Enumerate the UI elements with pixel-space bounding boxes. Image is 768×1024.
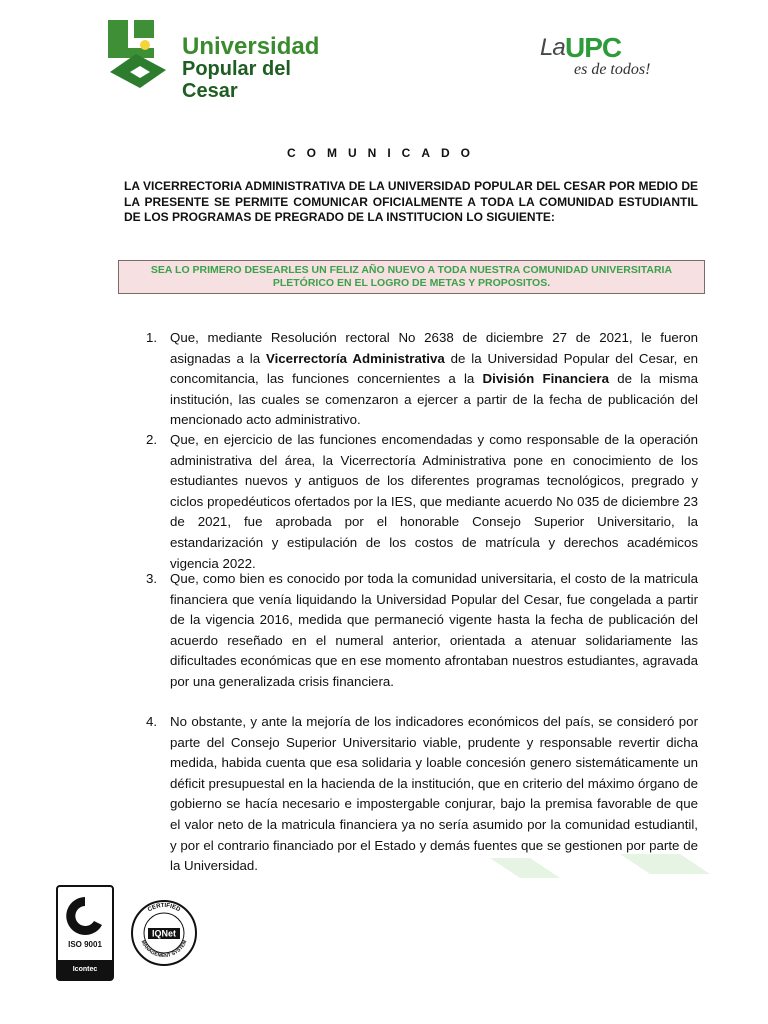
item-number: 3. bbox=[146, 571, 158, 586]
item-text: de la misma institución, las cuales se comenzaron a ejercer a partir de la fecha de publicación del mencionado acto administrativo. bbox=[170, 371, 698, 428]
decorative-shape bbox=[470, 850, 710, 880]
iqnet-ring-bottom-text: MANAGEMENT SYSTEM bbox=[139, 939, 189, 960]
slogan-la: La bbox=[540, 34, 565, 61]
iso-label: ISO 9001 bbox=[68, 940, 102, 949]
slogan-upc: UPC bbox=[565, 32, 622, 63]
university-name: Universidad bbox=[182, 33, 320, 60]
item-body: Que, en ejercicio de las funciones encomendadas y como responsable de la operación administrativa del área, la Vicerrectoría Administrativa pone en conocimiento de los estudiantes nuevos y antiguos de los diferentes programas tecnológicos, pregrado y ciclos propedéuticos ofertados por la IES, que mediante acuerdo No 035 de diciembre 23 de 2021, fue aprobada por el honorable Consejo Superior Universitario, la estandarización y estipulación de los costos de matrícula y derechos académicos vigencia 2022. bbox=[170, 432, 698, 571]
greeting-text: SEA LO PRIMERO DESEARLES UN FELIZ AÑO NUEVO A TODA NUESTRA COMUNIDAD UNIVERSITARIA PLETÓRICO EN EL LOGRO DE METAS Y PROPOSITOS. bbox=[150, 264, 673, 289]
iqnet-certified-logo bbox=[130, 899, 198, 967]
la-upc-slogan-logo bbox=[540, 34, 660, 84]
university-subname: Popular del Cesar bbox=[182, 58, 291, 102]
icontec-label: Icontec bbox=[58, 960, 112, 979]
greeting-box bbox=[118, 260, 705, 294]
item-number: 2. bbox=[146, 432, 158, 447]
item-body: Que, como bien es conocido por toda la comunidad universitaria, el costo de la matricula financiera que venía liquidando la Universidad Popular del Cesar, fue congelada a partir de la vigencia 2016, medida que permaneció vigente hasta la fecha de publicación del acuerdo reseñado en el numeral anterior, orientada a atenuar solidariamente las dificultades económicas que en ese momento afrontaban nuestros estudiantes, agravada por una generalizada crisis financiera. bbox=[170, 571, 698, 689]
item-body bbox=[170, 328, 698, 431]
university-logo bbox=[106, 18, 346, 102]
slogan-tagline: es de todos! bbox=[574, 61, 651, 78]
icontec-icon bbox=[62, 893, 108, 939]
upc-emblem-icon bbox=[106, 18, 178, 94]
item-text: de la Universidad Popular del Cesar, en concomitancia, las funciones concernientes a la bbox=[170, 350, 698, 387]
iqnet-label: IQNet bbox=[151, 928, 177, 939]
item-number: 1. bbox=[146, 330, 158, 345]
intro-paragraph: LA VICERRECTORIA ADMINISTRATIVA DE LA UNIVERSIDAD POPULAR DEL CESAR POR MEDIO DE LA PRESENTE SE PERMITE COMUNICAR OFICIALMENTE A TODA LA COMUNIDAD ESTUDIANTIL DE LOS PROGRAMAS DE PREGRADO DE LA INSTITUCION LO SIGUIENTE: bbox=[124, 179, 698, 225]
item-text: Que, mediante Resolución rectoral No 2638 de diciembre 27 de 2021, le fueron asignadas a la bbox=[170, 330, 698, 366]
document-title: COMUNICADO bbox=[287, 146, 481, 160]
item-body: No obstante, y ante la mejoría de los indicadores económicos del país, se consideró por parte del Consejo Superior Universitario viable, prudente y responsable revertir dicha medida, habida cuenta que esa solidaria y loable concesión genero sistemáticamente un déficit presupuestal en la hacienda de la institución, que en criterio del máximo órgano de gobierno se hacía necesario e impostergable conjurar, bajo la premisa favorable de que el valor neto de la matricula financiera ya no sería asumido por la comunidad estudiantil, y por el contrario financiado por el Estado y demás fuentes que se gestionen por parte de la Universidad. bbox=[170, 714, 698, 874]
item-bold-text: Vicerrectoría Administrativa bbox=[265, 350, 445, 366]
item-bold-text: División Financiera bbox=[482, 371, 609, 387]
icontec-iso-logo bbox=[56, 885, 114, 981]
iqnet-ring-top-text: CERTIFIED bbox=[147, 902, 181, 914]
item-number: 4. bbox=[146, 714, 158, 729]
